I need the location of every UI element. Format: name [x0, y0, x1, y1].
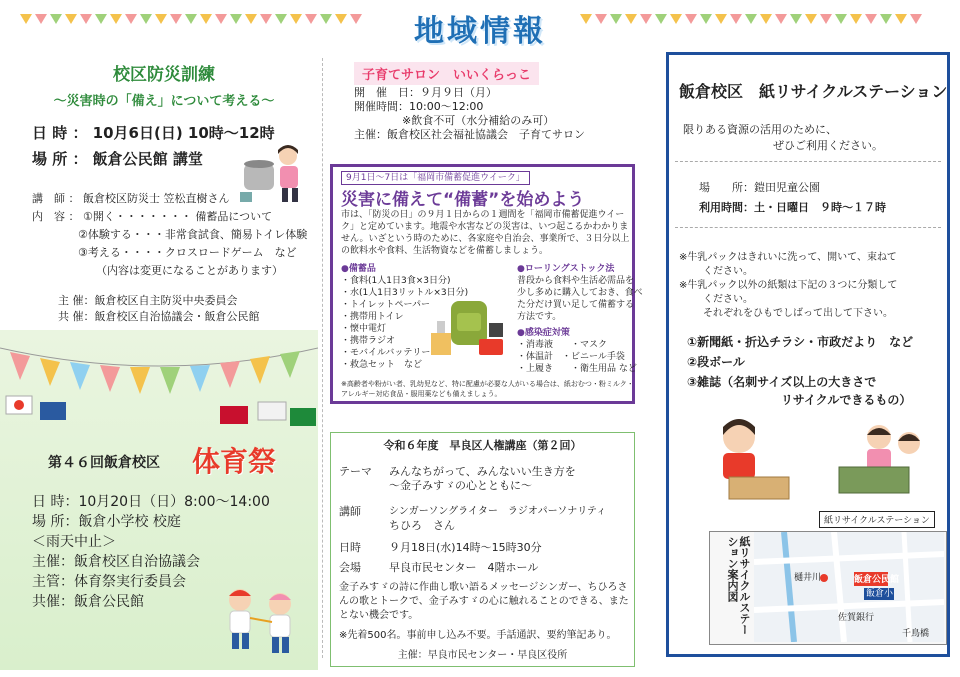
- infection-line: ・消毒液 ・マスク: [517, 340, 608, 350]
- recycle-intro-1: 限りある資源の活用のために、: [683, 123, 837, 136]
- drill-subtitle: ～災害時の「備え」について考える～: [53, 94, 275, 109]
- recycle-intro-2: ぜひご利用ください。: [773, 139, 883, 152]
- drill-place: 場 所 ： 飯倉公民館 講堂: [32, 150, 203, 168]
- jinken-host: 主催：早良市民センター・早良区役所: [397, 650, 568, 661]
- jinken-desc-1: 金子みすゞの詩に作曲し歌い語るメッセージシンガー、ちひろさ: [339, 582, 628, 593]
- drill-content-1: 内 容 ： ①開く・・・・・・・ 備蓄品について: [32, 210, 273, 223]
- drill-content-2: ②体験する・・・非常食試食、簡易トイレ体験: [78, 228, 308, 241]
- map-label: 飯倉公民館: [854, 575, 900, 585]
- recycle-category-1: ①新聞紙・折込チラシ・市政だより など: [687, 335, 914, 349]
- stockpile-item: ・モバイルバッテリー: [341, 348, 431, 358]
- venue-label: 会場: [339, 561, 361, 574]
- infection-title: ●感染症対策: [517, 328, 570, 338]
- drill-title: 校区防災訓練: [113, 65, 215, 85]
- jinken-desc-3: とない機会です。: [339, 610, 419, 621]
- salon-host: 主催：飯倉校区社会福祉協議会 子育てサロン: [354, 128, 585, 141]
- recycle-place: 場 所：鎧田児童公園: [699, 181, 820, 194]
- human-rights-section: [330, 432, 635, 667]
- recycle-note-3: それぞれをひもでしばって出して下さい。: [703, 308, 893, 319]
- rolling-stock-line: 普段から食料や生活必需品を: [517, 276, 635, 286]
- stockpile-item: ・携帯ラジオ: [341, 336, 396, 346]
- page-title: 地域情報: [414, 14, 546, 49]
- map-side-caption: 紙リサイクルステーション案内図: [726, 536, 751, 635]
- stockpile-title: 災害に備えて“備蓄”を始めよう: [341, 190, 585, 210]
- drill-datetime: 日 時 ： 10月6日(日) 10時～12時: [32, 124, 275, 142]
- jinken-date: ９月18日(水)14時～15時30分: [389, 541, 542, 554]
- stockpile-item: ・食料(1人1日3食×3日分): [341, 276, 451, 286]
- recycle-note-2b: ください。: [703, 294, 753, 305]
- sports-title-main: 体育祭: [192, 445, 277, 478]
- map-label: 佐賀銀行: [838, 613, 875, 623]
- stockpile-footnote-2: アレルギー対応食品・服用薬なども備えましょう。: [341, 390, 502, 398]
- recycle-hours: 利用時間：土・日曜日 ９時～１７時: [699, 201, 886, 214]
- sports-cohost: 共催：飯倉公民館: [32, 594, 144, 610]
- stockpile-section: [330, 164, 643, 404]
- jinken-venue: 早良市民センター 4階ホール: [389, 561, 539, 574]
- stockpile-lead-2: ク」と定めています。地震や水害などの災害は、いつ起こるかわかりま: [341, 222, 629, 232]
- stockpile-lead-4: の飲料水や食料、生活物資などを備蓄しましょう。: [341, 246, 549, 256]
- stockpile-items-title: ●備蓄品: [341, 264, 376, 274]
- sports-rain-notice: ＜雨天中止＞: [32, 534, 116, 550]
- recycle-note-2: ※牛乳パック以外の紙類は下記の３つに分類して: [679, 280, 898, 291]
- drill-cohost: 共 催：飯倉校区自治協議会・飯倉公民館: [58, 310, 260, 323]
- jinken-desc-2: んの歌とトークで、金子みすゞの心に触れることのできる、また: [339, 596, 629, 607]
- stockpile-lead-3: せん。いざという時のために、各家庭や自治会、事業所で、３日分以上: [341, 234, 630, 244]
- emergency-supplies-illustration: [429, 295, 509, 359]
- drill-section: [14, 56, 314, 326]
- drill-host: 主 催：飯倉校区自主防災中央委員会: [58, 294, 238, 307]
- map-station-label: 紙リサイクルステーション: [819, 511, 935, 528]
- recycle-category-2: ②段ボール: [687, 355, 745, 369]
- rolling-stock-title: ●ローリングストック法: [517, 264, 615, 274]
- infection-line: ・上履き ・衛生用品 など: [517, 364, 637, 374]
- stockpile-tag: 9月1日～7日は「福岡市備蓄促進ウイーク」: [341, 171, 530, 185]
- map-label: 樋井川: [794, 573, 822, 583]
- human-rights-title: 令和６年度 早良区人権講座（第２回）: [383, 439, 582, 452]
- recycle-note-1b: ください。: [703, 266, 753, 277]
- recycle-category-3b: リサイクルできるもの）: [781, 393, 912, 407]
- stockpile-lead-1: 市は、「防災の日」の９月１日からの１週間を「福岡市備蓄促進ウイー: [341, 210, 625, 220]
- page-header: [0, 0, 960, 52]
- recycle-note-1: ※牛乳パックはきれいに洗って、開いて、束ねて: [679, 252, 897, 263]
- recycle-section: [666, 52, 950, 657]
- column-divider: [322, 58, 323, 658]
- rolling-stock-line: 方法です。: [517, 312, 562, 322]
- recycle-divider: [675, 161, 941, 162]
- sports-host: 主催：飯倉校区自治協議会: [32, 554, 200, 570]
- kids-recycling-illustration: [699, 415, 929, 505]
- cooking-girl-illustration: [240, 142, 310, 204]
- infection-line: ・体温計 ・ビニール手袋: [517, 352, 625, 362]
- location-map: [709, 531, 947, 645]
- running-kids-illustration: [210, 578, 310, 658]
- flag-bunting-illustration: [0, 336, 318, 436]
- sports-manager: 主管：体育祭実行委員会: [32, 574, 186, 590]
- drill-note: （内容は変更になることがあります）: [96, 264, 283, 277]
- lecturer-line-2: ちひろ さん: [389, 519, 455, 532]
- sports-datetime: 日 時：10月20日（日）8:00～14:00: [32, 494, 270, 510]
- rolling-stock-line: 少し多めに購入しておき、食べ: [517, 288, 643, 298]
- salon-date: 開 催 日：９月９日（月）: [354, 86, 497, 99]
- recycle-title: 飯倉校区 紙リサイクルステーション: [679, 82, 948, 101]
- map-label: 飯倉小: [866, 589, 894, 599]
- salon-title: 子育てサロン いいくらっこ: [354, 62, 539, 85]
- theme-label: テーマ: [339, 465, 372, 478]
- stockpile-item: ・水(1人1日3リットル×3日分): [341, 288, 469, 298]
- salon-section: [340, 58, 630, 158]
- theme-line-2: ～金子みすゞの心とともに～: [389, 479, 532, 492]
- drill-content-3: ③考える・・・・クロスロードゲーム など: [78, 246, 297, 259]
- recycle-category-3: ③雑誌（名刺サイズ以上の大きさで: [687, 375, 877, 389]
- map-label: 千鳥橋: [902, 629, 930, 639]
- sports-place: 場 所：飯倉小学校 校庭: [32, 514, 181, 530]
- salon-note: ※飲食不可（水分補給のみ可）: [402, 114, 555, 127]
- sports-title-prefix: 第４６回飯倉校区: [48, 455, 160, 471]
- salon-time: 開催時間：10:00～12:00: [354, 100, 484, 113]
- date-label: 日時: [339, 541, 361, 554]
- drill-lecturer: 講 師 ： 飯倉校区防災士 笠松直樹さん: [32, 192, 230, 205]
- stockpile-item: ・救急セット など: [341, 360, 423, 370]
- lecturer-line-1: シンガーソングライター ラジオパーソナリティ: [389, 506, 607, 517]
- lecturer-label: 講師: [339, 505, 361, 518]
- rolling-stock-line: た分だけ買い足して備蓄する: [517, 300, 635, 310]
- stockpile-item: ・トイレットペーパー: [341, 300, 431, 310]
- stockpile-footnote-1: ※高齢者や粉がい者、乳幼児など、特に配慮が必要な人がいる場合は、紙おむつ・粉ミルク・: [341, 380, 634, 388]
- recycle-divider: [675, 227, 941, 228]
- stockpile-item: ・携帯用トイレ: [341, 312, 404, 322]
- jinken-note: ※先着500名。事前申し込み不要。手話通訳、要約筆記あり。: [339, 630, 617, 641]
- theme-line-1: みんなちがって、みんないい生き方を: [389, 465, 576, 478]
- stockpile-item: ・懐中電灯: [341, 324, 387, 334]
- sports-section: [0, 330, 318, 670]
